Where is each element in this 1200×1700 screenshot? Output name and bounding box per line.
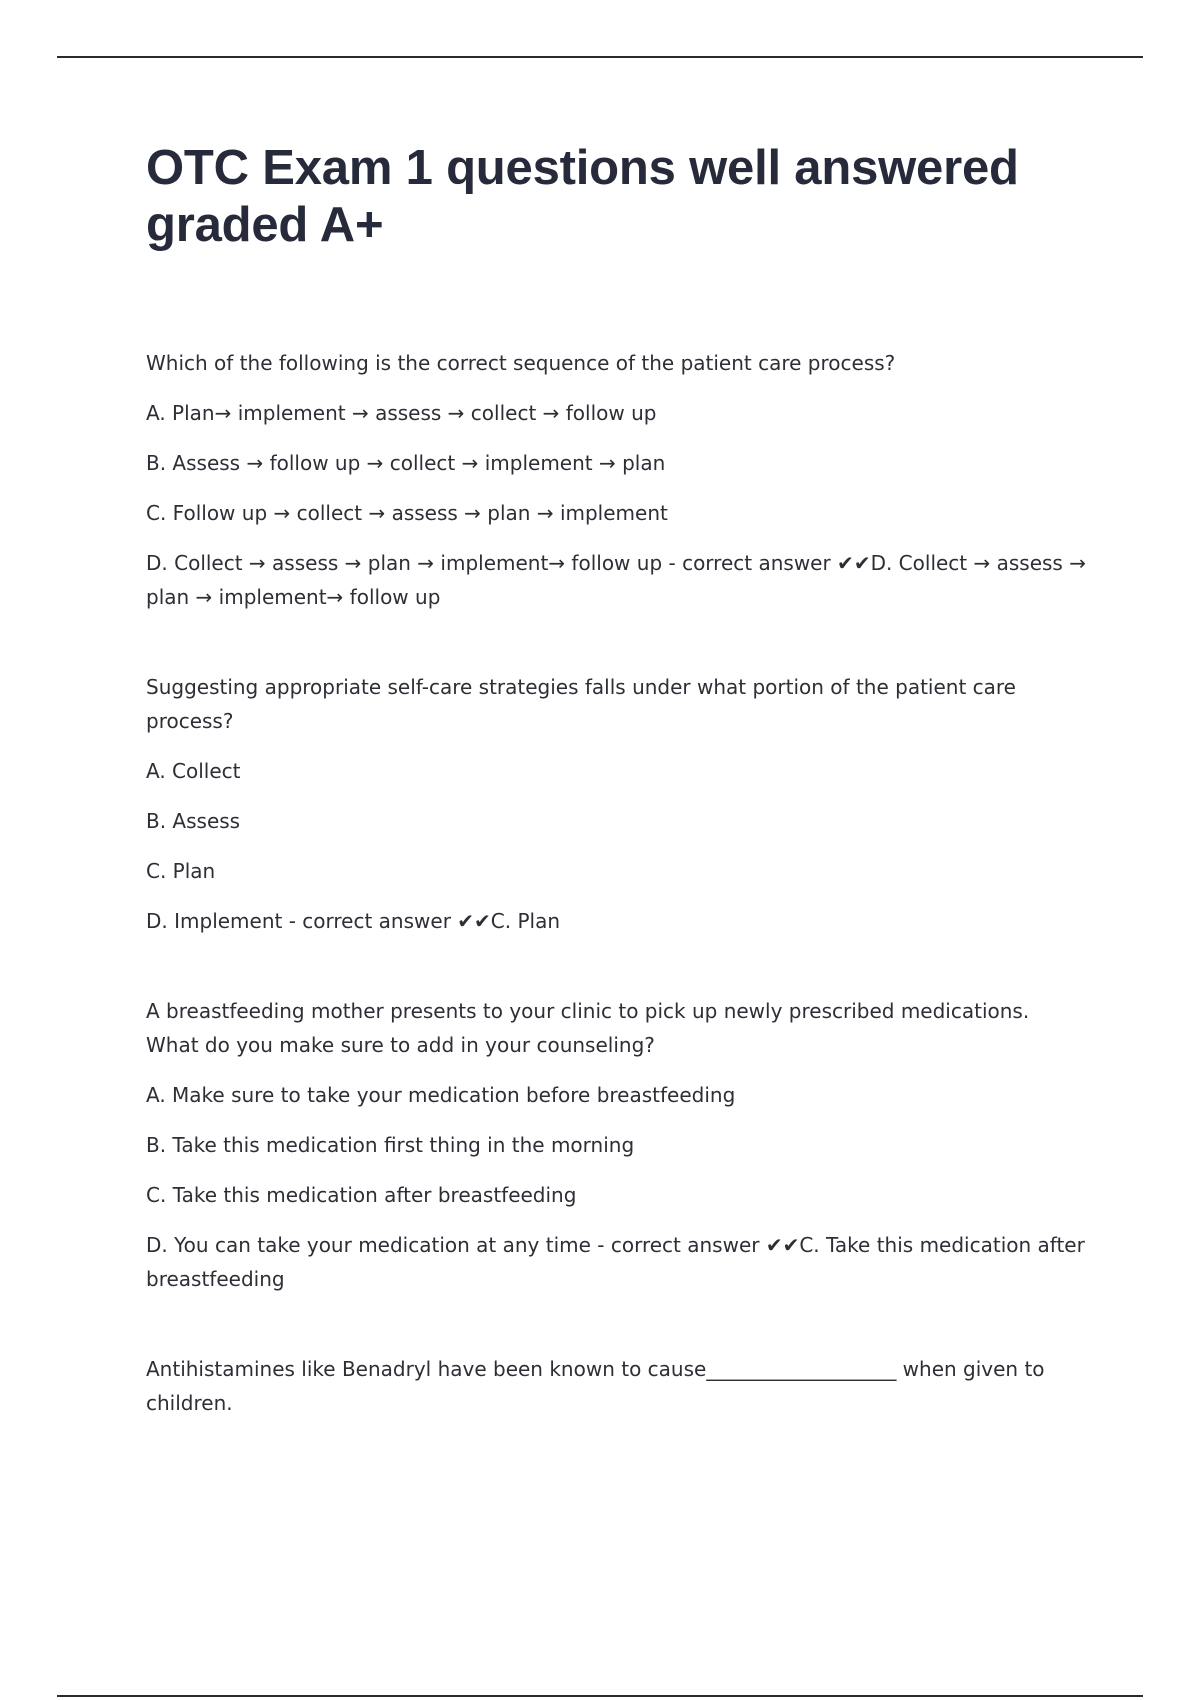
document-body (146, 140, 1086, 1476)
question-1-option-c: C. Follow up → collect → assess → plan → implement (146, 501, 668, 525)
question-3-option-a: A. Make sure to take your medication before breastfeeding (146, 1083, 736, 1107)
question-3-option-d-answer: D. You can take your medication at any time - correct answer ✔✔C. Take this medication after breastfeeding (146, 1233, 1085, 1291)
question-1-option-b: B. Assess → follow up → collect → implement → plan (146, 451, 666, 475)
question-4-prompt: Antihistamines like Benadryl have been known to cause___________________ when given to children. (146, 1357, 1045, 1415)
question-2-option-b: B. Assess (146, 809, 241, 833)
question-2-prompt: Suggesting appropriate self-care strategies falls under what portion of the patient care process? (146, 675, 1016, 733)
question-3 (146, 994, 1086, 1296)
question-2-option-d-answer: D. Implement - correct answer ✔✔C. Plan (146, 909, 561, 933)
question-3-prompt: A breastfeeding mother presents to your clinic to pick up newly prescribed medications. What do you make sure to add in your counseling? (146, 999, 1030, 1057)
question-3-option-c: C. Take this medication after breastfeeding (146, 1183, 577, 1207)
question-list (146, 346, 1086, 1420)
question-1-option-d-answer: D. Collect → assess → plan → implement→ follow up - correct answer ✔✔D. Collect → assess → plan → implement→ follow up (146, 551, 1086, 609)
question-1-prompt: Which of the following is the correct sequence of the patient care process? (146, 351, 896, 375)
question-2-option-a: A. Collect (146, 759, 241, 783)
top-rule (57, 56, 1143, 58)
bottom-rule (57, 1695, 1143, 1697)
document-title: OTC Exam 1 questions well answered graded A+ (146, 141, 1019, 252)
question-1-option-a: A. Plan→ implement → assess → collect → follow up (146, 401, 657, 425)
question-2 (146, 670, 1086, 938)
question-4 (146, 1352, 1086, 1420)
question-3-option-b: B. Take this medication first thing in the morning (146, 1133, 635, 1157)
question-1 (146, 346, 1086, 614)
question-2-option-c: C. Plan (146, 859, 216, 883)
